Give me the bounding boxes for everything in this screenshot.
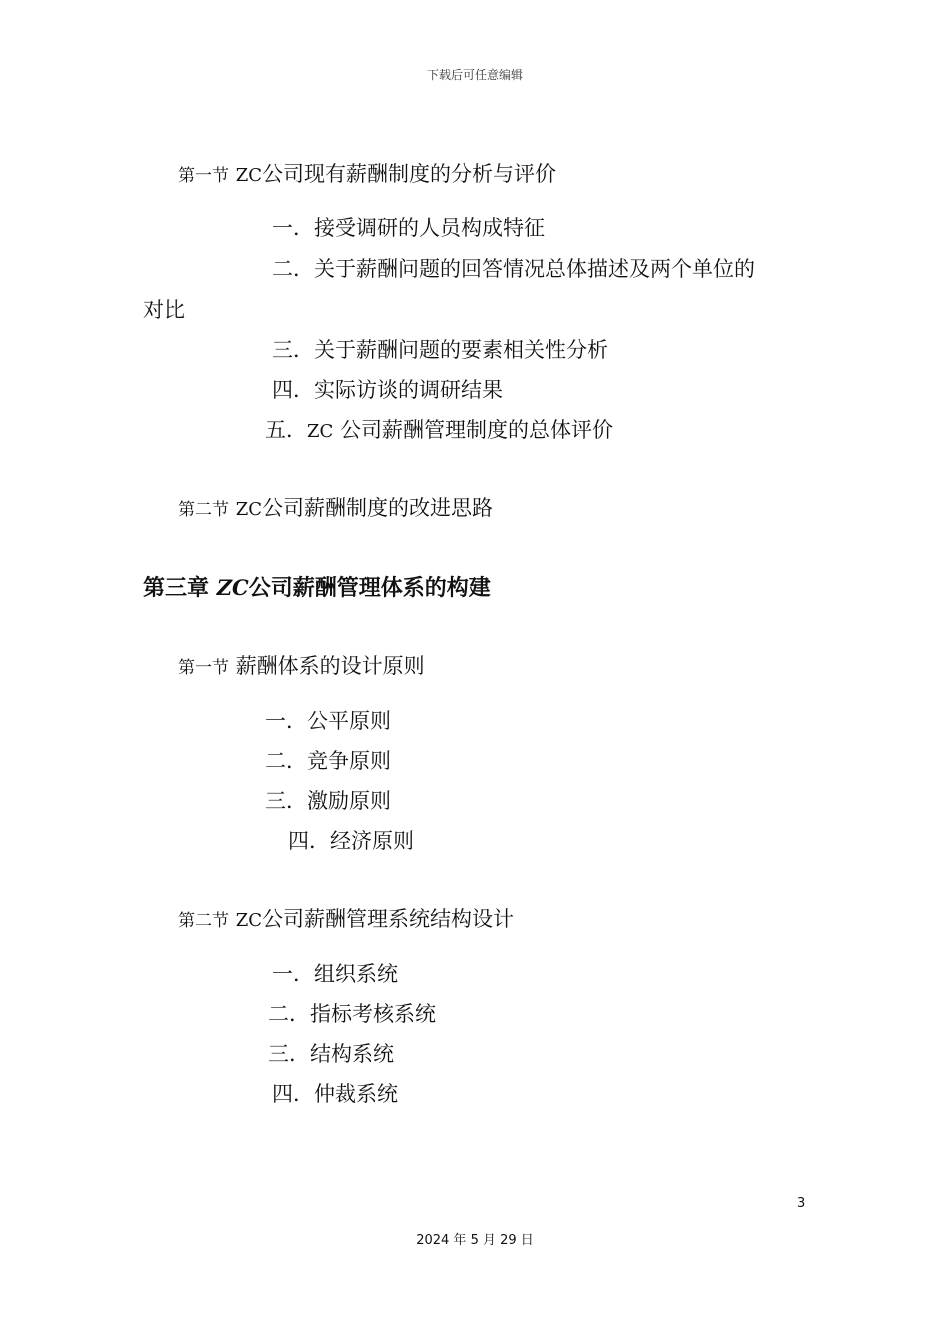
section-number: 第二节: [178, 911, 229, 931]
company-code: ZC: [235, 499, 262, 520]
toc-item-text: 公司薪酬管理制度的总体评价: [339, 418, 613, 442]
toc-item: 一．组织系统: [272, 962, 398, 986]
section-heading: [178, 650, 425, 680]
chapter-heading: [143, 571, 491, 602]
toc-item: 三．激励原则: [265, 789, 391, 813]
page-header: 下载后可任意编辑: [426, 68, 523, 82]
section-number: 第一节: [178, 166, 229, 186]
section-title: 薪酬体系的设计原则: [235, 654, 425, 678]
section-title: 公司现有薪酬制度的分析与评价: [261, 162, 556, 186]
section-title: 公司薪酬制度的改进思路: [261, 496, 493, 520]
company-code: ZC: [235, 910, 262, 931]
section-title: 公司薪酬管理系统结构设计: [261, 907, 514, 931]
footer-date: 2024 年 5 月 29 日: [416, 1233, 534, 1248]
company-code: ZC: [216, 575, 249, 600]
toc-item-continuation: 对比: [143, 298, 185, 322]
section-heading: [178, 903, 514, 933]
chapter-number: 第三章: [143, 576, 210, 601]
chapter-title: 公司薪酬管理体系的构建: [248, 576, 491, 601]
toc-item: 二．竞争原则: [265, 749, 391, 773]
toc-item: 一．公平原则: [265, 709, 391, 733]
toc-item: 一．接受调研的人员构成特征: [272, 216, 545, 240]
toc-item: 三．结构系统: [268, 1042, 394, 1066]
company-code: ZC: [235, 165, 262, 186]
section-heading: [178, 158, 556, 188]
company-code: ZC: [307, 421, 334, 442]
toc-item: 三．关于薪酬问题的要素相关性分析: [272, 338, 608, 362]
toc-item: 四．经济原则: [288, 829, 414, 853]
toc-item: [265, 414, 613, 444]
section-number: 第二节: [178, 500, 229, 520]
section-heading: [178, 492, 493, 522]
toc-item: 二．指标考核系统: [268, 1002, 436, 1026]
toc-item: 四．仲裁系统: [272, 1082, 398, 1106]
page-number: 3: [797, 1196, 806, 1211]
toc-item: 四．实际访谈的调研结果: [272, 378, 503, 402]
section-number: 第一节: [178, 658, 229, 678]
toc-item-prefix: 五．: [265, 418, 307, 442]
toc-item: 二．关于薪酬问题的回答情况总体描述及两个单位的: [272, 257, 755, 281]
